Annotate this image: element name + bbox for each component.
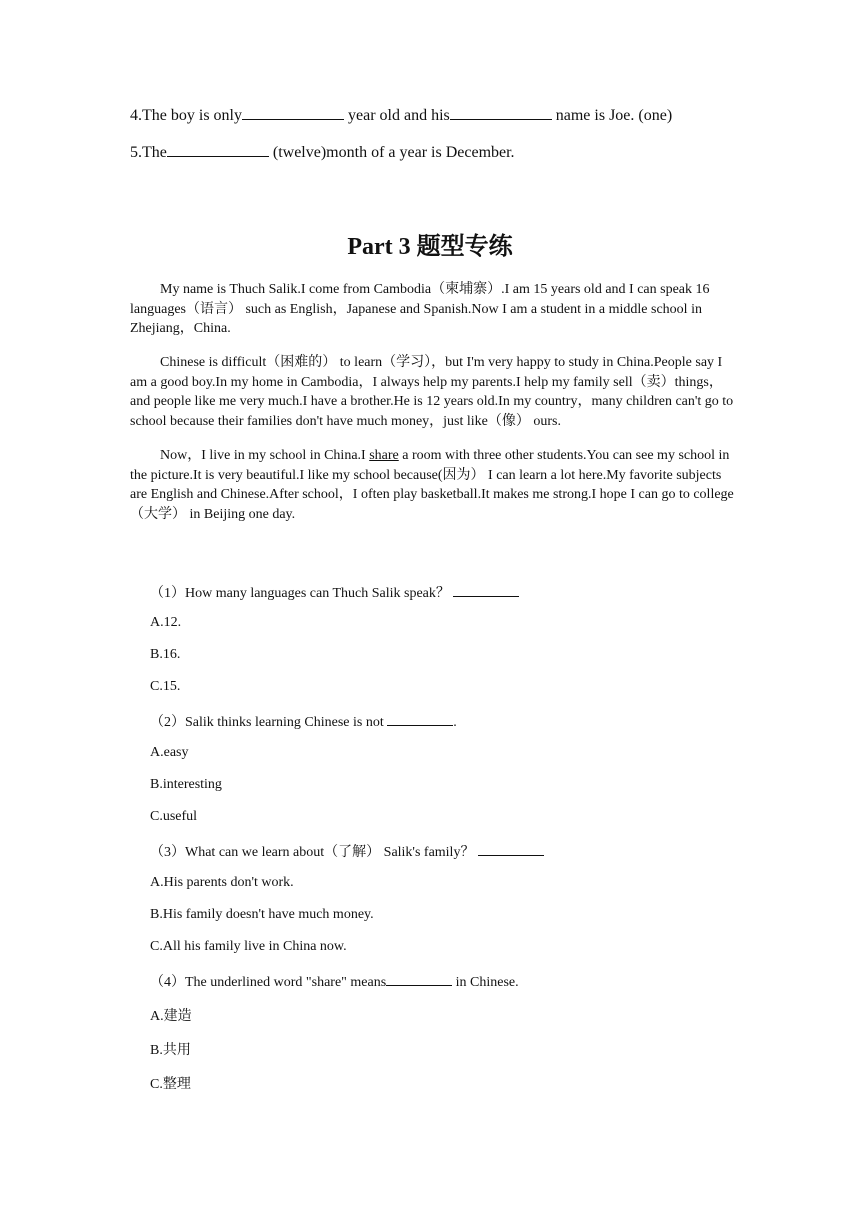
question-3-option-c[interactable]: C.All his family live in China now. [150, 939, 347, 954]
passage-paragraph-2 [130, 353, 740, 432]
question-4 [150, 971, 519, 991]
passage-paragraph-1 [130, 280, 740, 339]
answer-blank[interactable] [242, 105, 344, 120]
question-3 [150, 841, 544, 861]
question-2 [150, 711, 457, 731]
passage-paragraph-3 [130, 446, 740, 525]
question-4-option-c[interactable]: C.整理 [150, 1077, 191, 1092]
item4-middle: year old and his [344, 107, 450, 124]
section-title: Part 3 题型专练 [347, 234, 513, 260]
question-stem: （1）How many languages can Thuch Salik speak？ [150, 586, 454, 601]
question-1-option-c[interactable]: C.15. [150, 679, 181, 694]
question-stem: （4）The underlined word "share" means [150, 975, 387, 990]
question-3-option-a[interactable]: A.His parents don't work. [150, 875, 294, 890]
question-2-option-c[interactable]: C.useful [150, 809, 198, 824]
answer-blank[interactable] [450, 105, 552, 120]
underlined-word-share: share [369, 448, 399, 463]
item5-prefix: 5.The [130, 144, 167, 161]
fill-in-item-4 [130, 105, 672, 125]
question-1 [150, 582, 519, 602]
item4-prefix: 4.The boy is only [130, 107, 242, 124]
paragraph-text-before: Now，I live in my school in China.I [160, 448, 370, 463]
question-4-option-a[interactable]: A.建造 [150, 1009, 192, 1024]
fill-in-item-5 [130, 142, 515, 162]
paragraph-text-after: a room with three other students.You can see my school in the picture.It is very beautiful.I like my school because(因为） I can learn a lot here.My favorite subjects are English and Chinese.After school，I often play basketball.It makes me strong.I hope I can go to college（大学） in Beijing one day. [130, 448, 734, 523]
question-1-option-b[interactable]: B.16. [150, 647, 181, 662]
paragraph-text: My name is Thuch Salik.I come from Cambodia（柬埔寨）.I am 15 years old and I can speak 16 languages（语言） such as English，Japanese and Spanish.Now I am a student in a middle school in Zhejiang，China. [130, 282, 710, 337]
answer-blank[interactable] [386, 973, 452, 986]
question-2-option-b[interactable]: B.interesting [150, 777, 222, 792]
question-4-option-b[interactable]: B.共用 [150, 1043, 191, 1058]
question-stem-end: . [453, 715, 457, 730]
question-1-option-a[interactable]: A.12. [150, 615, 182, 630]
answer-blank[interactable] [478, 843, 544, 856]
question-3-option-b[interactable]: B.His family doesn't have much money. [150, 907, 374, 922]
item4-suffix: name is Joe. (one) [551, 107, 673, 124]
question-stem-end: in Chinese. [452, 975, 519, 990]
question-2-option-a[interactable]: A.easy [150, 745, 189, 760]
answer-blank[interactable] [167, 142, 269, 157]
answer-blank[interactable] [453, 584, 519, 597]
question-stem: （2）Salik thinks learning Chinese is not [150, 715, 388, 730]
item5-suffix: (twelve)month of a year is December. [268, 144, 515, 161]
question-stem: （3）What can we learn about（了解） Salik's family？ [150, 845, 478, 860]
paragraph-text: Chinese is difficult（困难的） to learn（学习），but I'm very happy to study in China.People say I am a good boy.In my home in Cambodia，I always help my parents.I help my family sell（卖）things，and people like me very much.I have a brother.He is 12 years old.In my country，many children can't go to school because their families don't have much money，just like（像） ours. [130, 355, 734, 430]
answer-blank[interactable] [387, 713, 453, 726]
